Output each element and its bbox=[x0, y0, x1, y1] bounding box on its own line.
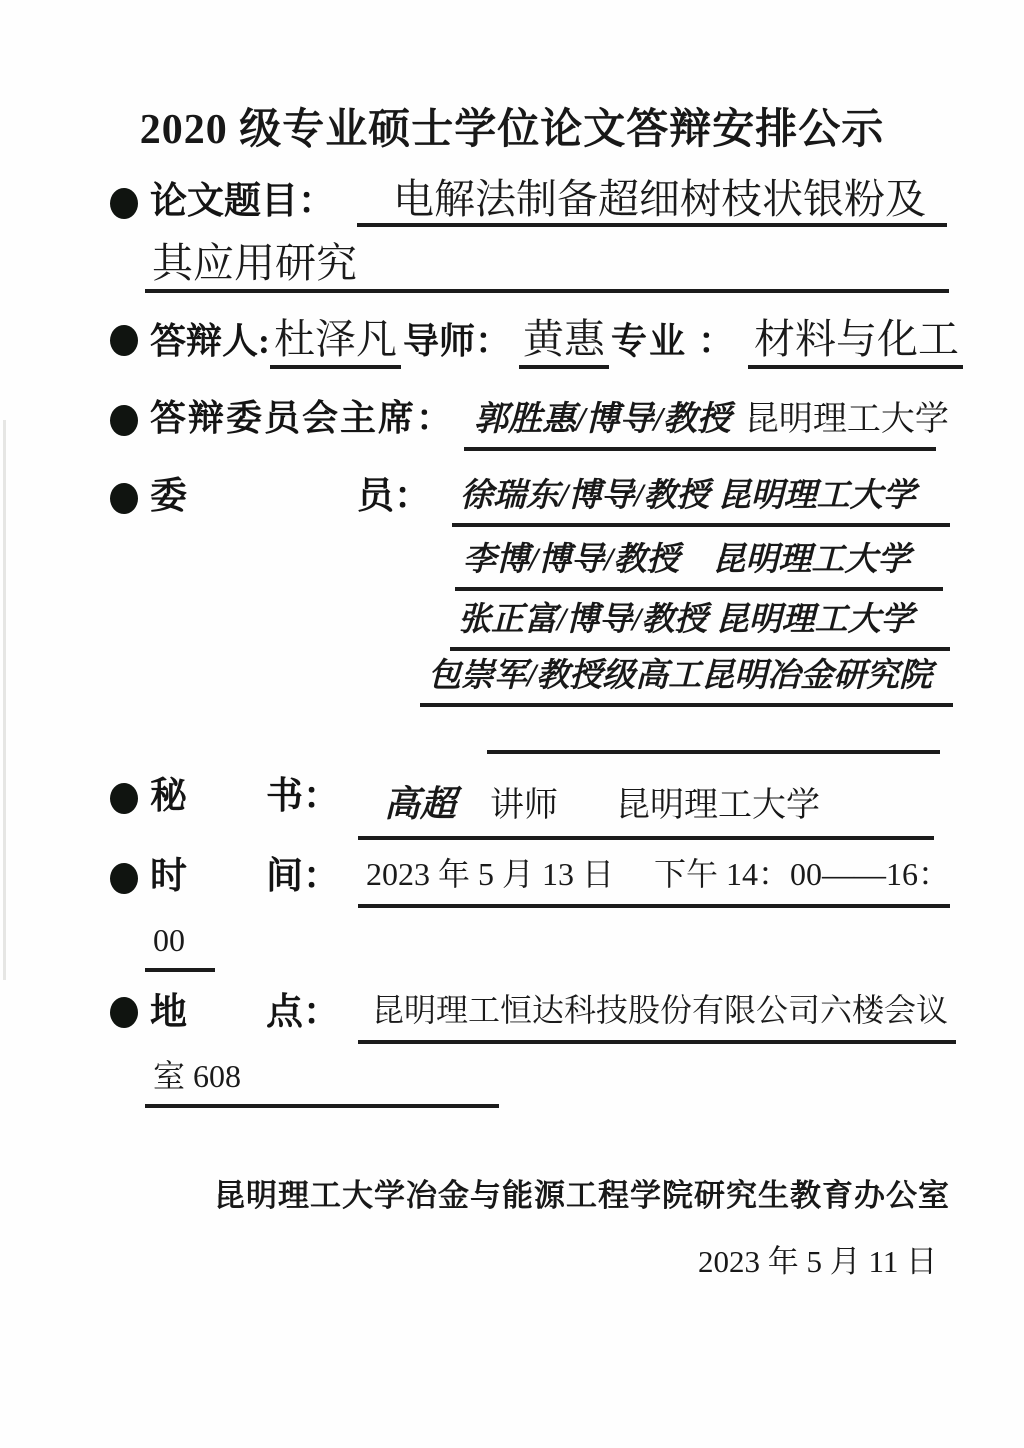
member-line: 张正富/博导/教授 昆明理工大学 bbox=[450, 600, 950, 651]
member-line: 徐瑞东/博导/教授 昆明理工大学 bbox=[452, 476, 950, 527]
major-label: 专业 ： bbox=[611, 321, 737, 361]
footer-date: 2023 年 5 月 11 日 bbox=[698, 1244, 938, 1279]
bullet-icon bbox=[110, 405, 138, 436]
location-value-line2: 室 608 bbox=[145, 1056, 499, 1108]
time-value-line1: 2023 年 5 月 13 日 下午 14：00——16： bbox=[358, 854, 950, 908]
time-label-last: 间： bbox=[266, 856, 340, 897]
defender-row bbox=[150, 316, 963, 369]
location-value-line1: 昆明理工恒达科技股份有限公司六楼会议 bbox=[358, 990, 956, 1044]
secretary-value bbox=[358, 776, 934, 840]
time-label bbox=[150, 856, 340, 899]
thesis-title-row bbox=[150, 176, 947, 227]
location-label-first: 地 bbox=[150, 992, 187, 1033]
bullet-icon bbox=[110, 483, 138, 514]
thesis-title-label: 论文题目： bbox=[150, 181, 335, 222]
secretary-label-first: 秘 bbox=[150, 776, 187, 817]
scan-edge-artifact bbox=[3, 420, 6, 980]
members-label-last: 员： bbox=[357, 476, 431, 517]
advisor-name: 黄惠 bbox=[519, 316, 609, 369]
bullet-icon bbox=[110, 783, 138, 814]
advisor-label: 导师： bbox=[403, 321, 512, 361]
bullet-icon bbox=[110, 863, 138, 894]
secretary-affiliation: 昆明理工大学 bbox=[616, 787, 821, 824]
chair-affiliation: 昆明理工大学 bbox=[744, 401, 949, 438]
member-line: 包崇军/教授级高工昆明冶金研究院 bbox=[420, 656, 953, 707]
bullet-icon bbox=[110, 325, 138, 356]
secretary-label bbox=[150, 776, 340, 819]
page-title: 2020 级专业硕士学位论文答辩安排公示 bbox=[139, 107, 885, 153]
chair-value bbox=[464, 400, 949, 451]
member-line: 李博/博导/教授 昆明理工大学 bbox=[455, 540, 943, 591]
bullet-icon bbox=[110, 188, 138, 219]
location-label bbox=[150, 992, 340, 1035]
chair-row bbox=[150, 398, 949, 451]
secretary-name: 高超 bbox=[384, 784, 457, 824]
defender-name: 杜泽凡 bbox=[270, 316, 401, 369]
chair-label: 答辩委员会主席： bbox=[150, 398, 455, 438]
location-label-last: 点： bbox=[266, 992, 340, 1033]
thesis-title-value-line1: 电解法制备超细树枝状银粉及 bbox=[357, 176, 947, 227]
time-value-line2: 00 bbox=[145, 920, 215, 972]
members-label-first: 委 bbox=[150, 476, 187, 517]
defender-label: 答辩人: bbox=[150, 321, 270, 361]
members-label bbox=[150, 476, 431, 519]
chair-name-title: 郭胜惠/博导/教授 bbox=[474, 401, 731, 438]
thesis-title-value-line2: 其应用研究 bbox=[145, 240, 949, 293]
member-line-blank bbox=[487, 700, 940, 754]
time-label-first: 时 bbox=[150, 856, 187, 897]
secretary-job-title: 讲师 bbox=[490, 787, 559, 824]
bullet-icon bbox=[110, 997, 138, 1028]
major-value: 材料与化工 bbox=[748, 316, 963, 369]
footer-office: 昆明理工大学冶金与能源工程学院研究生教育办公室 bbox=[214, 1178, 950, 1213]
secretary-label-last: 书： bbox=[266, 776, 340, 817]
